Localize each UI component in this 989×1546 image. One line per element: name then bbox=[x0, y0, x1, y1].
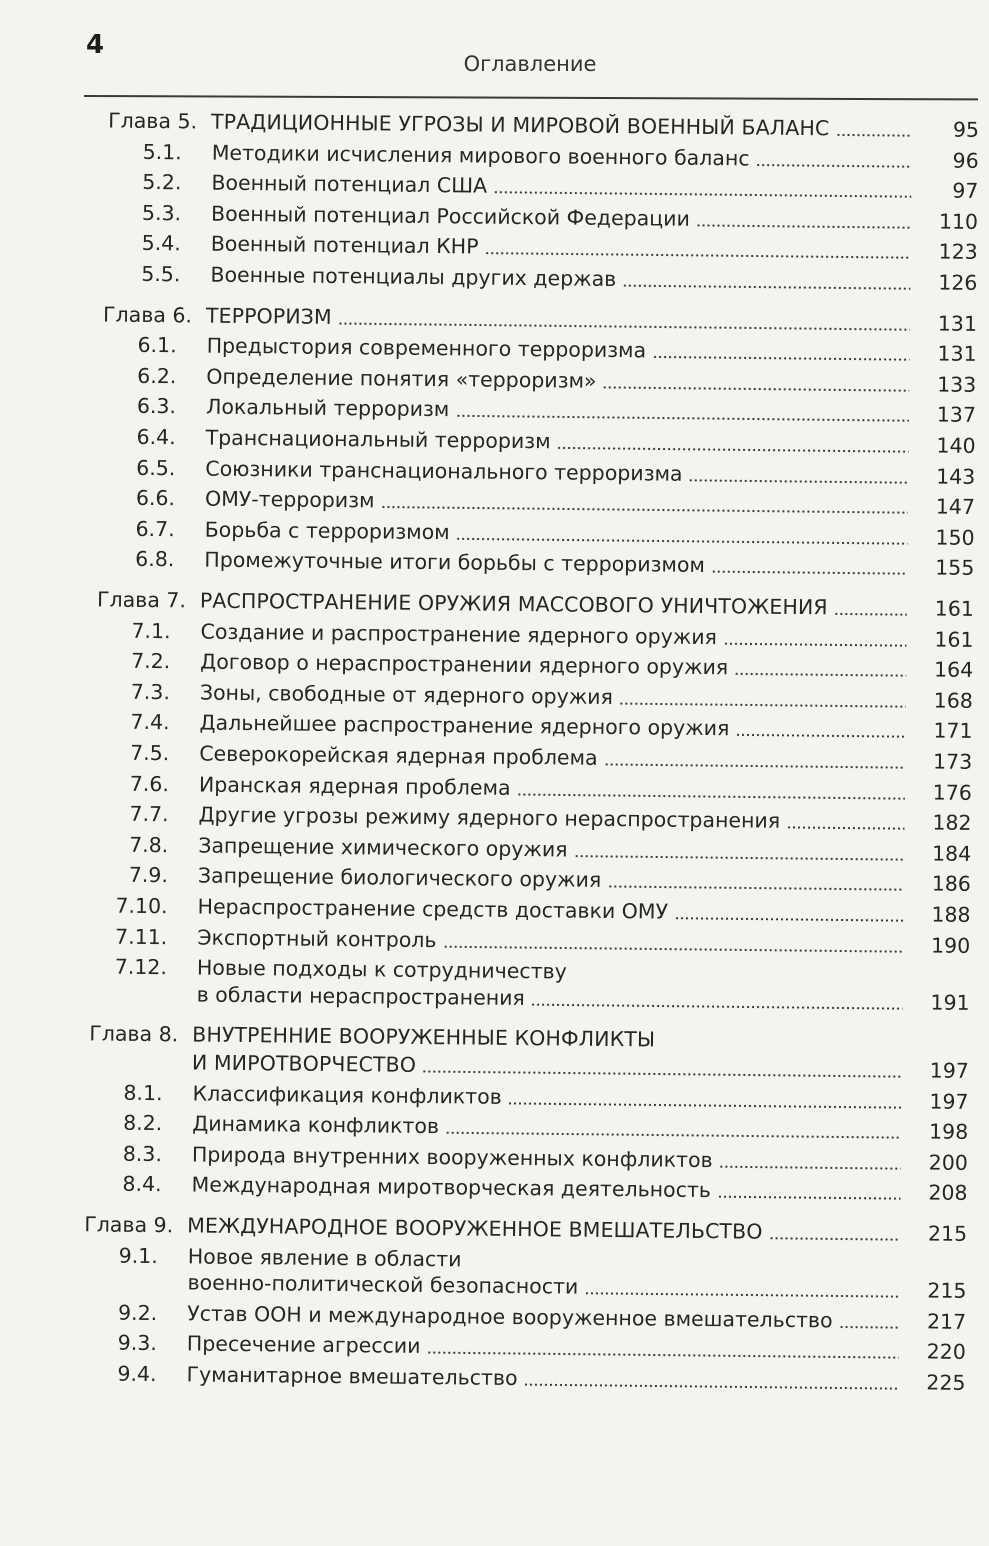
section-page-number: 186 bbox=[931, 871, 972, 897]
section-number: 6.4. bbox=[136, 424, 176, 450]
chapter-title: И МИРОТВОРЧЕСТВО bbox=[191, 1050, 417, 1077]
section-page-number: 217 bbox=[926, 1309, 967, 1334]
section-page-number: 150 bbox=[935, 525, 975, 550]
section-page-number: 140 bbox=[936, 433, 976, 458]
dot-leader bbox=[574, 854, 904, 861]
section-page-number: 225 bbox=[926, 1370, 966, 1395]
dot-leader bbox=[719, 1165, 901, 1170]
section-title: Запрещение биологического оружия bbox=[197, 863, 602, 893]
section-title: Другие угрозы режиму ядерного нераспространения bbox=[198, 802, 781, 834]
section-page-number: 126 bbox=[938, 270, 978, 295]
section-title: Военный потенциал Российской Федерации bbox=[210, 201, 690, 231]
section-page-number: 197 bbox=[929, 1089, 969, 1114]
section-number: 7.6. bbox=[129, 771, 170, 796]
dot-leader bbox=[674, 917, 903, 922]
dot-leader bbox=[338, 322, 910, 331]
chapter-label: Глава 8. bbox=[89, 1021, 179, 1047]
section-title: Борьба с терроризмом bbox=[204, 517, 450, 545]
section-page-number: 198 bbox=[928, 1119, 969, 1145]
chapter-page-number: 131 bbox=[937, 311, 978, 336]
section-title: Устав ООН и международное вооруженное вмешательство bbox=[187, 1301, 833, 1333]
section-title: Методики исчисления мирового военного баланс bbox=[211, 140, 750, 171]
dot-leader bbox=[604, 763, 905, 769]
section-title: Транснациональный терроризм bbox=[205, 425, 551, 454]
section-number: 5.3. bbox=[141, 200, 182, 226]
section-page-number: 200 bbox=[928, 1150, 969, 1175]
section-number: 8.1. bbox=[123, 1080, 163, 1105]
section-number: 9.3. bbox=[117, 1331, 158, 1356]
dot-leader bbox=[517, 793, 905, 800]
section-page-number: 110 bbox=[938, 209, 979, 234]
dot-leader bbox=[711, 570, 907, 575]
dot-leader bbox=[427, 1351, 899, 1359]
section-title: Международная миротворческая деятельность bbox=[191, 1172, 712, 1203]
section-title: военно-политической безопасности bbox=[187, 1270, 579, 1299]
chapter-title: РАСПРОСТРАНЕНИЕ ОРУЖИЯ МАССОВОГО УНИЧТОЖЕНИЯ bbox=[199, 588, 828, 620]
dot-leader bbox=[485, 252, 911, 260]
section-title: Военные потенциалы других держав bbox=[210, 262, 617, 292]
section-title: Новое явление в области bbox=[187, 1244, 462, 1271]
section-page-number: 184 bbox=[931, 841, 972, 866]
chapter-title: ТРАДИЦИОННЫЕ УГРОЗЫ И МИРОВОЙ ВОЕННЫЙ БАЛАНС bbox=[210, 109, 830, 141]
section-title: Локальный терроризм bbox=[205, 394, 450, 422]
dot-leader bbox=[584, 1292, 899, 1298]
chapter-title: МЕЖДУНАРОДНОЕ ВООРУЖЕННОЕ ВМЕШАТЕЛЬСТВО bbox=[187, 1213, 763, 1244]
section-title: Гуманитарное вмешательство bbox=[186, 1362, 518, 1391]
dot-leader bbox=[652, 356, 909, 362]
section-number: 9.4. bbox=[117, 1361, 157, 1387]
chapter-page-number: 215 bbox=[927, 1221, 968, 1246]
chapter-label: Глава 6. bbox=[102, 302, 193, 328]
section-number: 7.7. bbox=[129, 801, 169, 827]
section-page-number: 97 bbox=[952, 178, 979, 204]
section-number: 6.6. bbox=[135, 486, 176, 511]
page-number: 4 bbox=[86, 30, 105, 60]
dot-leader bbox=[834, 612, 907, 616]
dot-leader bbox=[455, 415, 908, 423]
dot-leader bbox=[524, 1383, 899, 1390]
section-page-number: 208 bbox=[928, 1180, 968, 1206]
section-number: 7.10. bbox=[115, 893, 168, 919]
dot-leader bbox=[839, 1325, 899, 1329]
section-title: Экспортный контроль bbox=[197, 925, 437, 952]
section-page-number: 164 bbox=[933, 657, 974, 683]
section-number: 7.3. bbox=[130, 679, 171, 705]
section-title: Динамика конфликтов bbox=[192, 1111, 440, 1139]
dot-leader bbox=[723, 642, 906, 647]
chapter-page-number: 95 bbox=[952, 117, 980, 142]
section-page-number: 147 bbox=[935, 494, 976, 520]
section-number: 8.3. bbox=[122, 1141, 163, 1166]
section-title: Определение понятия «терроризм» bbox=[206, 364, 597, 393]
section-page-number: 188 bbox=[931, 902, 971, 927]
dot-leader bbox=[445, 1131, 901, 1139]
section-page-number: 190 bbox=[930, 933, 971, 958]
section-title: Промежуточные итоги борьбы с терроризмом bbox=[204, 547, 706, 578]
section-number: 5.1. bbox=[142, 139, 182, 164]
section-number: 7.1. bbox=[131, 618, 171, 643]
section-title: Предыстория современного терроризма bbox=[206, 333, 647, 363]
section-page-number: 155 bbox=[935, 555, 975, 581]
section-number: 6.7. bbox=[135, 516, 175, 542]
section-number: 6.5. bbox=[136, 455, 176, 480]
dot-leader bbox=[622, 284, 910, 290]
section-title: Зоны, свободные от ядерного оружия bbox=[199, 680, 614, 709]
section-title: в области нераспространения bbox=[196, 982, 525, 1010]
dot-leader bbox=[786, 826, 904, 830]
section-title: Договор о нераспространении ядерного оружия bbox=[200, 649, 729, 680]
section-number: 6.8. bbox=[135, 547, 175, 572]
chapter-title: ТЕРРОРИЗМ bbox=[205, 303, 332, 329]
section-page-number: 191 bbox=[930, 990, 970, 1015]
dot-leader bbox=[769, 1237, 900, 1241]
section-title: Военный потенциал КНР bbox=[210, 232, 479, 259]
chapter-label: Глава 5. bbox=[108, 108, 198, 134]
section-title: Природа внутренних вооруженных конфликтов bbox=[191, 1142, 713, 1172]
section-title: Запрещение химического оружия bbox=[198, 833, 568, 862]
section-page-number: 143 bbox=[936, 464, 976, 489]
running-head: Оглавление bbox=[463, 52, 597, 76]
section-page-number: 133 bbox=[937, 372, 977, 397]
section-number: 7.4. bbox=[130, 710, 170, 735]
dot-leader bbox=[734, 673, 906, 678]
section-number: 7.9. bbox=[128, 863, 169, 888]
section-number: 5.2. bbox=[142, 170, 182, 195]
section-page-number: 182 bbox=[932, 810, 972, 836]
chapter-label: Глава 9. bbox=[84, 1212, 174, 1238]
chapter-label: Глава 7. bbox=[96, 587, 187, 613]
section-page-number: 123 bbox=[938, 239, 978, 265]
section-page-number: 96 bbox=[952, 148, 979, 173]
section-number: 7.8. bbox=[129, 832, 169, 857]
section-title: Создание и распространение ядерного оружия bbox=[200, 619, 718, 649]
dot-leader bbox=[717, 1196, 900, 1201]
dot-leader bbox=[689, 478, 909, 483]
dot-leader bbox=[696, 224, 911, 229]
dot-leader bbox=[619, 702, 906, 708]
section-page-number: 131 bbox=[937, 341, 977, 367]
section-title: Дальнейшее распространение ядерного оружия bbox=[199, 710, 730, 741]
section-title: Пресечение агрессии bbox=[186, 1331, 421, 1359]
section-title: Новые подходы к сотрудничеству bbox=[196, 955, 567, 984]
section-page-number: 171 bbox=[933, 718, 973, 744]
section-page-number: 173 bbox=[932, 749, 973, 774]
section-number: 7.11. bbox=[114, 924, 168, 949]
section-number: 7.2. bbox=[131, 648, 171, 674]
section-title: Северокорейская ядерная проблема bbox=[199, 741, 598, 770]
section-page-number: 161 bbox=[934, 627, 974, 652]
section-title: Нераспространение средств доставки ОМУ bbox=[197, 894, 669, 924]
section-number: 5.5. bbox=[141, 261, 181, 287]
chapter-page-number: 197 bbox=[929, 1058, 970, 1083]
section-number: 6.1. bbox=[137, 333, 177, 358]
dot-leader bbox=[456, 537, 908, 545]
chapter-page-number: 161 bbox=[934, 596, 975, 621]
section-number: 9.2. bbox=[117, 1300, 158, 1325]
section-number: 9.1. bbox=[118, 1243, 158, 1268]
dot-leader bbox=[735, 734, 905, 739]
section-page-number: 220 bbox=[926, 1339, 966, 1365]
dot-leader bbox=[557, 446, 909, 453]
dot-leader bbox=[756, 163, 912, 168]
section-page-number: 176 bbox=[932, 780, 973, 805]
dot-leader bbox=[508, 1101, 902, 1108]
section-number: 8.4. bbox=[122, 1172, 162, 1197]
section-title: Классификация конфликтов bbox=[192, 1081, 502, 1109]
dot-leader bbox=[835, 133, 912, 137]
section-page-number: 137 bbox=[936, 402, 977, 428]
section-page-number: 215 bbox=[927, 1278, 967, 1304]
dot-leader bbox=[443, 945, 903, 953]
section-number: 6.3. bbox=[136, 394, 177, 419]
section-number: 5.4. bbox=[141, 231, 181, 256]
section-title: ОМУ-терроризм bbox=[204, 486, 375, 513]
dot-leader bbox=[603, 386, 910, 392]
dot-leader bbox=[381, 506, 908, 515]
section-number: 6.2. bbox=[137, 363, 177, 389]
dot-leader bbox=[493, 191, 911, 199]
dot-leader bbox=[607, 885, 903, 891]
section-title: Союзники транснационального терроризма bbox=[205, 456, 683, 486]
section-number: 7.5. bbox=[130, 740, 170, 766]
dot-leader bbox=[531, 1003, 903, 1010]
section-title: Иранская ядерная проблема bbox=[198, 772, 511, 800]
section-page-number: 168 bbox=[933, 688, 974, 713]
dot-leader bbox=[422, 1070, 902, 1078]
chapter-title: ВНУТРЕННИЕ ВООРУЖЕННЫЕ КОНФЛИКТЫ bbox=[192, 1022, 656, 1052]
section-number: 7.12. bbox=[114, 954, 168, 980]
section-number: 8.2. bbox=[123, 1110, 163, 1136]
section-title: Военный потенциал США bbox=[211, 170, 488, 198]
